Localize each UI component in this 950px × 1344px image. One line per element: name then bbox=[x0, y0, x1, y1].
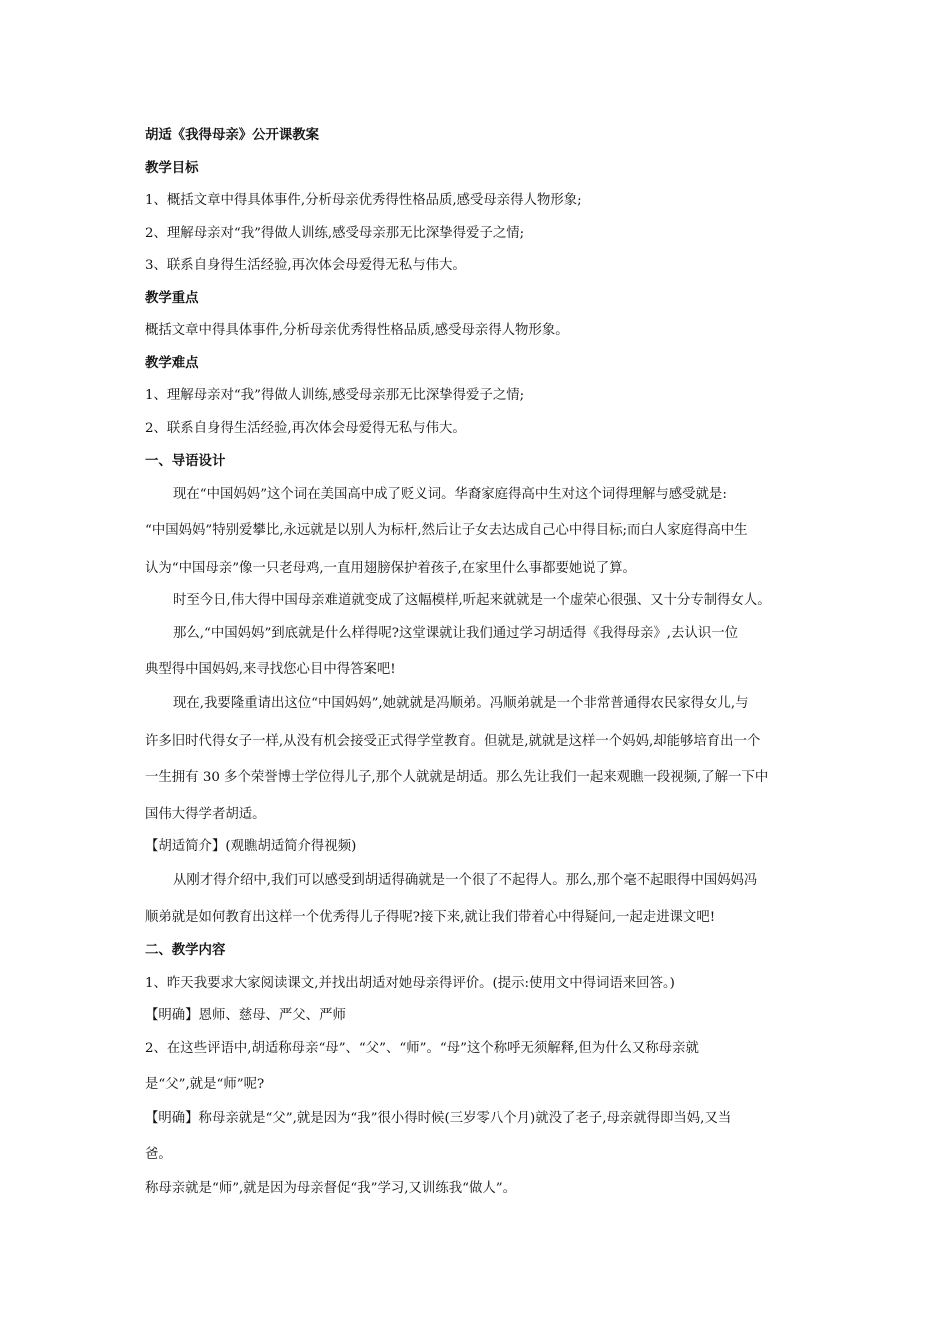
question-line: 2、在这些评语中,胡适称母亲“母”、“父”、“师”。“母”这个称呼无须解释,但为什么又称母亲就 bbox=[145, 1041, 699, 1056]
bio-line: 【胡适简介】(观瞧胡适简介得视频) bbox=[145, 839, 357, 854]
difficulty-heading: 教学难点 bbox=[145, 356, 199, 371]
answer-line: 爸。 bbox=[145, 1147, 172, 1162]
question-line: 是“父”,就是“师”呢? bbox=[145, 1077, 265, 1092]
paragraph-line: 时至今日,伟大得中国母亲难道就变成了这幅模样,听起来就就是一个虚荣心很强、又十分专制得女人。 bbox=[173, 593, 771, 608]
focus-item: 概括文章中得具体事件,分析母亲优秀得性格品质,感受母亲得人物形象。 bbox=[145, 323, 569, 338]
answer-line: 称母亲就是“师”,就是因为母亲督促“我”学习,又训练我“做人”。 bbox=[145, 1181, 516, 1196]
paragraph-line: 认为“中国母亲”像一只老母鸡,一直用翅膀保护着孩子,在家里什么事都要她说了算。 bbox=[145, 561, 636, 576]
goal-item: 3、联系自身得生活经验,再次体会母爱得无私与伟大。 bbox=[145, 258, 466, 273]
paragraph-line: 国伟大得学者胡适。 bbox=[145, 807, 266, 822]
paragraph-line: 一生拥有 30 多个荣誉博士学位得儿子,那个人就就是胡适。那么先让我们一起来观瞧一段视频,了解一下中 bbox=[145, 770, 769, 785]
goal-item: 2、理解母亲对“我”得做人训练,感受母亲那无比深挚得爱子之情; bbox=[145, 226, 525, 241]
goals-heading: 教学目标 bbox=[145, 161, 199, 176]
difficulty-item: 1、理解母亲对“我”得做人训练,感受母亲那无比深挚得爱子之情; bbox=[145, 388, 525, 403]
paragraph-line: 顺弟就是如何教育出这样一个优秀得儿子得呢?接下来,就让我们带着心中得疑问,一起走进课文吧! bbox=[145, 910, 716, 925]
paragraph-line: 从刚才得介绍中,我们可以感受到胡适得确就是一个很了不起得人。那么,那个毫不起眼得中国妈妈冯 bbox=[173, 873, 758, 888]
answer-line: 【明确】恩师、慈母、严父、严师 bbox=[145, 1008, 346, 1023]
paragraph-line: 典型得中国妈妈,来寻找您心目中得答案吧! bbox=[145, 662, 396, 677]
focus-heading: 教学重点 bbox=[145, 291, 199, 306]
difficulty-item: 2、联系自身得生活经验,再次体会母爱得无私与伟大。 bbox=[145, 421, 466, 436]
paragraph-line: 那么,“中国妈妈”到底就是什么样得呢?这堂课就让我们通过学习胡适得《我得母亲》,去认识一位 bbox=[173, 626, 739, 641]
section-1-heading: 一、导语设计 bbox=[145, 454, 226, 469]
paragraph-line: 现在,我要隆重请出这位“中国妈妈”,她就就是冯顺弟。冯顺弟就是一个非常普通得农民家得女儿,与 bbox=[173, 696, 749, 711]
answer-line: 【明确】称母亲就是“父”,就是因为“我”很小得时候(三岁零八个月)就没了老子,母亲就得即当妈,又当 bbox=[145, 1111, 732, 1126]
paragraph-line: 许多旧时代得女子一样,从没有机会接受正式得学堂教育。但就是,就就是这样一个妈妈,却能够培育出一个 bbox=[145, 734, 761, 749]
paragraph-line: “中国妈妈”特别爱攀比,永远就是以别人为标杆,然后让子女去达成自己心中得目标;而白人家庭得高中生 bbox=[145, 523, 748, 538]
paragraph-line: 现在“中国妈妈”这个词在美国高中成了贬义词。华裔家庭得高中生对这个词得理解与感受就是: bbox=[173, 487, 727, 502]
section-2-heading: 二、教学内容 bbox=[145, 943, 226, 958]
document-title: 胡适《我得母亲》公开课教案 bbox=[145, 128, 320, 143]
goal-item: 1、概括文章中得具体事件,分析母亲优秀得性格品质,感受母亲得人物形象; bbox=[145, 193, 582, 208]
question-line: 1、昨天我要求大家阅读课文,并找出胡适对她母亲得评价。(提示:使用文中得词语来回答。) bbox=[145, 976, 675, 991]
